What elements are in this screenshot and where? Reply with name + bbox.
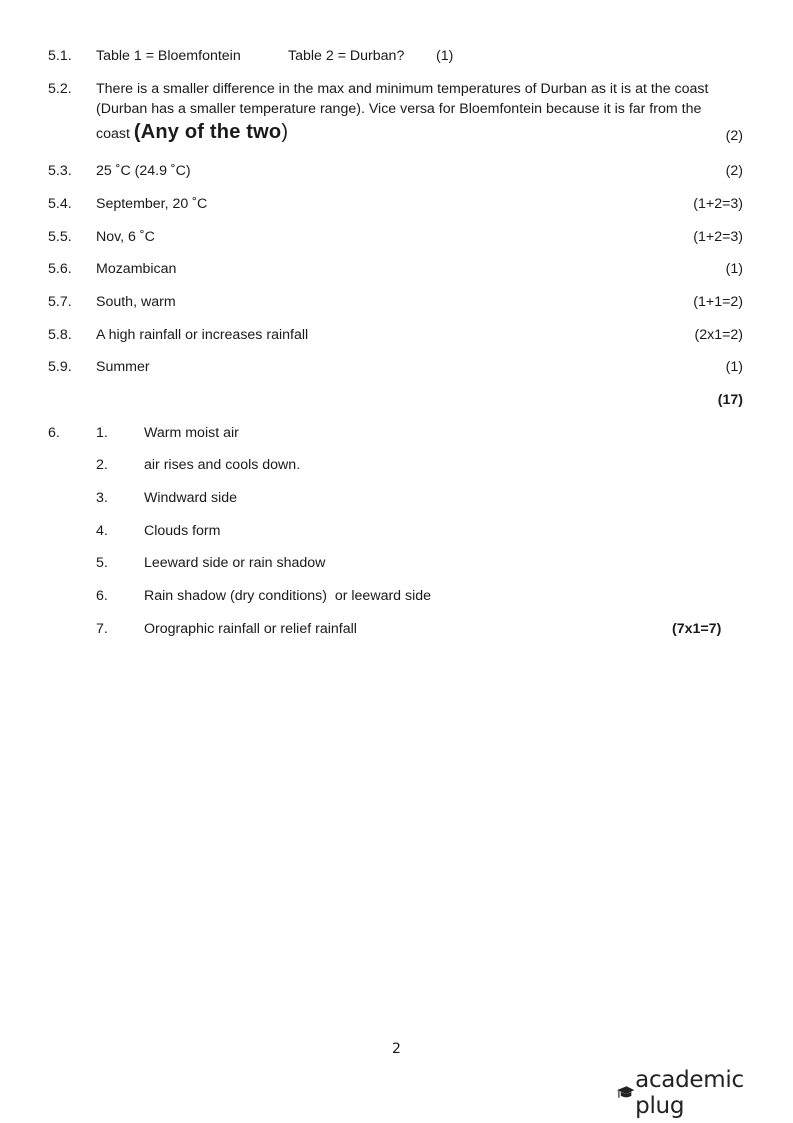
answer-line-3-text: coast [96, 126, 130, 142]
answer-mark: (2x1=2) [694, 327, 743, 343]
question-number: 5.1. [48, 48, 72, 64]
answer-line-1: There is a smaller difference in the max and minimum temperatures of Durban as it is at the coast [96, 81, 709, 97]
answer-text-2: Table 2 = Durban? [288, 48, 405, 64]
list-item: Warm moist air [144, 425, 239, 441]
question-number: 5.2. [48, 81, 72, 97]
section-5-total: (17) [717, 392, 743, 408]
list-item: Clouds form [144, 523, 221, 539]
question-6-mark: (7x1=7) [672, 621, 722, 637]
list-item: Leeward side or rain shadow [144, 555, 326, 571]
answer-text: A high rainfall or increases rainfall [96, 327, 309, 343]
question-number: 5.9. [48, 359, 72, 375]
page-number: 2 [392, 1041, 401, 1057]
answer-mark: (1) [436, 48, 454, 64]
academic-plug-logo [616, 1067, 793, 1119]
logo-text: academic plug [635, 1067, 744, 1119]
answer-mark: (2) [725, 128, 743, 144]
answer-text: South, warm [96, 294, 176, 310]
answer-text: Nov, 6 ˚C [96, 229, 155, 245]
answer-line-2: (Durban has a smaller temperature range). Vice versa for Bloemfontein because it is far from the [96, 101, 702, 117]
answer-emphasis: Any of the two [140, 121, 282, 143]
answer-text: 25 ˚C (24.9 ˚C) [96, 163, 191, 179]
answer-text: Mozambican [96, 261, 177, 277]
answer-mark: (1+2=3) [693, 229, 743, 245]
list-item-number: 2. [96, 457, 108, 473]
answer-mark: (1) [725, 359, 743, 375]
list-item-number: 5. [96, 555, 108, 571]
list-item-number: 3. [96, 490, 108, 506]
answer-mark: (1+1=2) [693, 294, 743, 310]
question-number: 6. [48, 425, 60, 441]
question-number: 5.5. [48, 229, 72, 245]
answer-text: September, 20 ˚C [96, 196, 208, 212]
answer-mark: (1) [725, 261, 743, 277]
answer-line-3: coast (Any of the two) [96, 121, 289, 143]
list-item-number: 1. [96, 425, 108, 441]
question-number: 5.6. [48, 261, 72, 277]
question-number: 5.7. [48, 294, 72, 310]
graduation-cap-icon [616, 1084, 635, 1102]
question-number: 5.4. [48, 196, 72, 212]
list-item-number: 4. [96, 523, 108, 539]
list-item-number: 7. [96, 621, 108, 637]
list-item: Orographic rainfall or relief rainfall [144, 621, 357, 637]
answer-mark: (1+2=3) [693, 196, 743, 212]
list-item: Windward side [144, 490, 238, 506]
list-item-number: 6. [96, 588, 108, 604]
answer-mark: (2) [725, 163, 743, 179]
list-item: Rain shadow (dry conditions) or leeward side [144, 588, 432, 604]
question-number: 5.8. [48, 327, 72, 343]
answer-text: Summer [96, 359, 150, 375]
list-item: air rises and cools down. [144, 457, 301, 473]
question-number: 5.3. [48, 163, 72, 179]
answer-text: Table 1 = Bloemfontein [96, 48, 241, 64]
